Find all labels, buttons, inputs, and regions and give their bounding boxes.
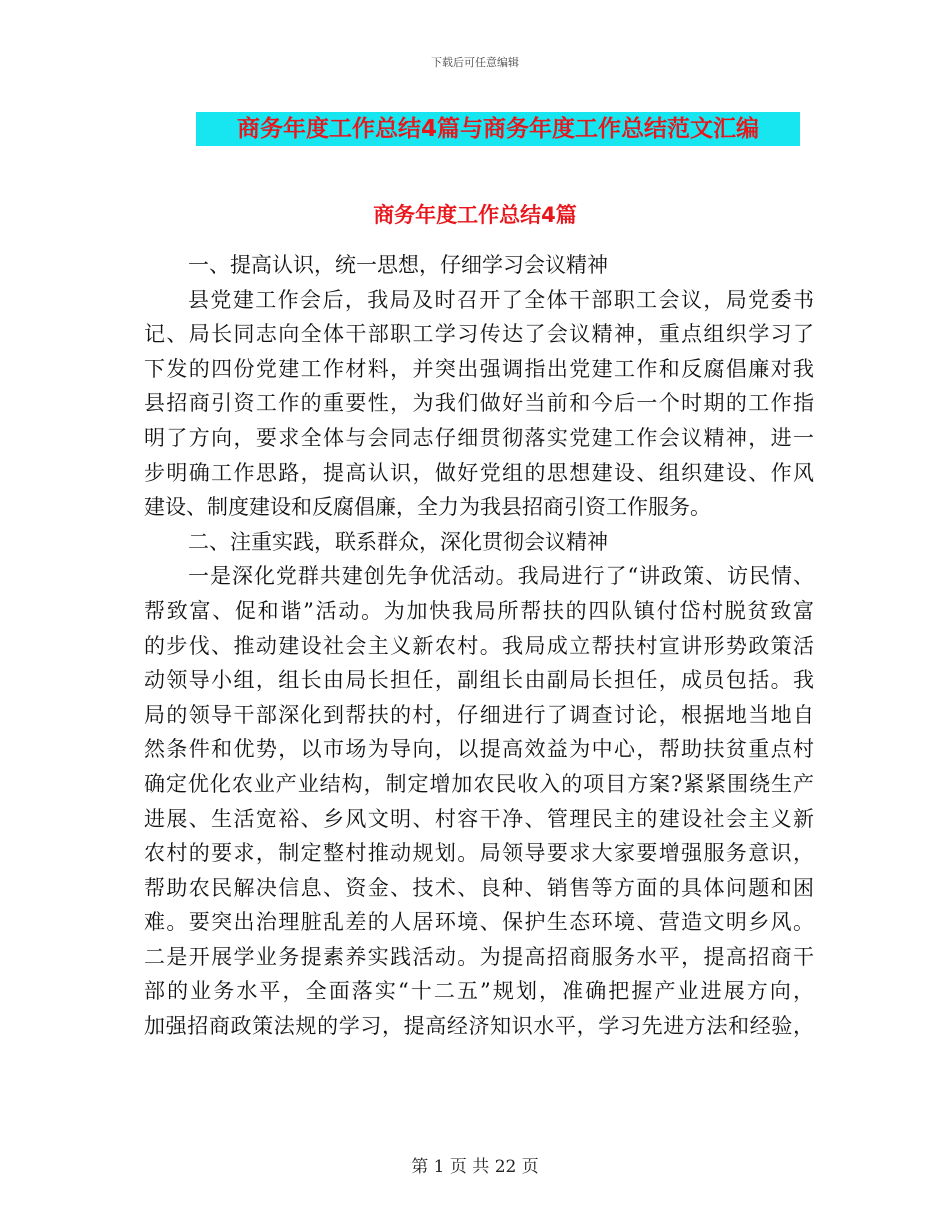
text-line: 难。要突出治理脏乱差的人居环境、保护生态环境、营造文明乡风。 bbox=[144, 910, 814, 935]
text-line: 记、局长同志向全体干部职工学习传达了会议精神，重点组织学习了 bbox=[144, 322, 814, 347]
text-line: 明了方向，要求全体与会同志仔细贯彻落实党建工作会议精神，进一 bbox=[144, 425, 814, 450]
text-line: 二是开展学业务提素养实践活动。为提高招商服务水平，提高招商干 bbox=[144, 944, 814, 969]
header-note: 下载后可任意编辑 bbox=[431, 56, 519, 69]
text-line: 部的业务水平，全面落实“十二五”规划，准确把握产业进展方向， bbox=[144, 979, 814, 1004]
text-line: 帮助农民解决信息、资金、技术、良种、销售等方面的具体问题和困 bbox=[144, 875, 814, 900]
text-line: 县党建工作会后，我局及时召开了全体干部职工会议，局党委书 bbox=[188, 287, 814, 312]
text-line: 然条件和优势，以市场为导向，以提高效益为中心，帮助扶贫重点村 bbox=[144, 737, 814, 762]
main-title-container bbox=[196, 112, 800, 146]
body-text bbox=[144, 248, 814, 1044]
page-footer: 第 1 页 共 22 页 bbox=[411, 1157, 539, 1177]
text-line: 农村的要求，制定整村推动规划。局领导要求大家要增强服务意识， bbox=[144, 841, 814, 866]
text-line: 的步伐、推动建设社会主义新农村。我局成立帮扶村宣讲形势政策活 bbox=[144, 633, 814, 658]
text-line: 一、提高认识，统一思想，仔细学习会议精神 bbox=[188, 253, 608, 277]
text-line: 加强招商政策法规的学习，提高经济知识水平，学习先进方法和经验， bbox=[144, 1014, 814, 1039]
text-line: 一是深化党群共建创先争优活动。我局进行了“讲政策、访民情、 bbox=[188, 564, 814, 589]
text-line: 县招商引资工作的重要性，为我们做好当前和今后一个时期的工作指 bbox=[144, 391, 814, 416]
text-line: 局的领导干部深化到帮扶的村，仔细进行了调查讨论，根据地当地自 bbox=[144, 702, 814, 727]
text-line: 下发的四份党建工作材料，并突出强调指出党建工作和反腐倡廉对我 bbox=[144, 356, 814, 381]
text-line: 二、注重实践，联系群众，深化贯彻会议精神 bbox=[188, 529, 608, 554]
text-line: 进展、生活宽裕、乡风文明、村容干净、管理民主的建设社会主义新 bbox=[144, 806, 814, 831]
text-line: 步明确工作思路，提高认识，做好党组的思想建设、组织建设、作风 bbox=[144, 460, 814, 485]
text-line: 确定优化农业产业结构，制定增加农民收入的项目方案?紧紧围绕生产 bbox=[144, 771, 814, 796]
text-line: 建设、制度建设和反腐倡廉，全力为我县招商引资工作服务。 bbox=[144, 495, 711, 520]
text-line: 动领导小组，组长由局长担任，副组长由副局长担任，成员包括。我 bbox=[144, 668, 814, 693]
section-title: 商务年度工作总结4篇 bbox=[373, 203, 577, 227]
main-title: 商务年度工作总结4篇与商务年度工作总结范文汇编 bbox=[196, 112, 800, 146]
text-line: 帮致富、促和谐”活动。为加快我局所帮扶的四队镇付岱村脱贫致富 bbox=[144, 598, 814, 623]
